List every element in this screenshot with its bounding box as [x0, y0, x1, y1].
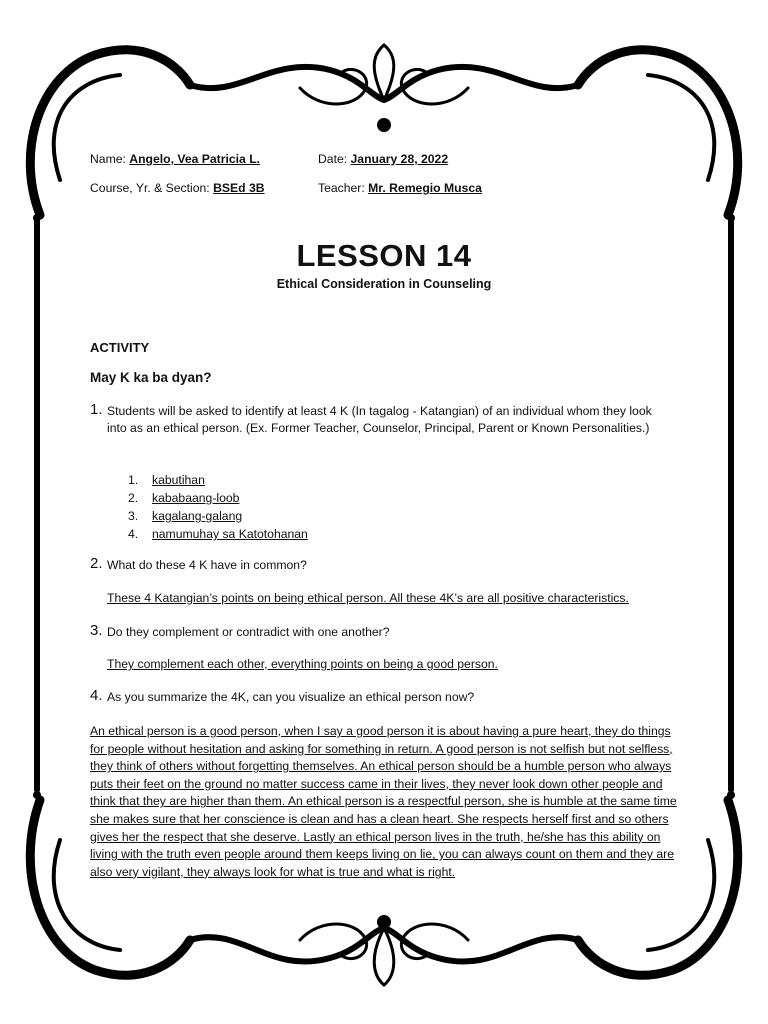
list-item: 2. kababaang-loob: [128, 491, 240, 505]
question-3-text: Do they complement or contradict with one another?: [107, 625, 390, 639]
question-4-answer: An ethical person is a good person, when I say a good person it is about having a pure heart, they do things for people without hesitation and asking for something in return. A good person is not selfish but not selfless, they think of others without forgetting themselves. An ethical person should be a humble person who always puts their feet on the ground no matter success came in their lives, they never look down other people and think that they are higher than them. An ethical person is a respectful person, she is humble at the same time she makes sure that her conscience is clean and has a clean heart. She respects herself first and so others gives her the respect that she deserve. Lastly an ethical person lives in the truth, he/she has this ability on living with the truth even people around them keeps living on lie, you can always count on them and they are also very vigilant, they always look for what is true and what is right.: [90, 724, 677, 879]
date-line: [318, 151, 448, 168]
name-label: Name:: [90, 152, 130, 166]
question-1-number: 1.: [90, 401, 103, 418]
question-4-text: As you summarize the 4K, can you visualize an ethical person now?: [107, 690, 475, 704]
activity-heading: ACTIVITY: [90, 340, 150, 355]
teacher-label: Teacher:: [318, 181, 369, 195]
course-label: Course, Yr. & Section:: [90, 181, 214, 195]
list-item: 4. namumuhay sa Katotohanan: [128, 527, 308, 541]
k-list: [128, 471, 308, 543]
question-3-number: 3.: [90, 622, 103, 639]
lesson-title: LESSON 14: [296, 238, 472, 273]
course-value: BSEd 3B: [213, 181, 265, 195]
question-2-answer: These 4 Katangian’s points on being ethical person. All these 4K’s are all positive characteristics.: [107, 591, 629, 605]
course-line: [90, 180, 265, 197]
question-2-text: What do these 4 K have in common?: [107, 558, 307, 572]
question-1-line-2: into as an ethical person. (Ex. Former Teacher, Counselor, Principal, Parent or Known Personalities.): [107, 421, 650, 435]
list-item: 1. kabutihan: [128, 473, 205, 487]
name-value: Angelo, Vea Patricia L.: [129, 152, 261, 166]
list-item: 3. kagalang-galang: [128, 509, 243, 523]
date-label: Date:: [318, 152, 351, 166]
teacher-value: Mr. Remegio Musca: [368, 181, 482, 195]
lesson-subtitle: Ethical Consideration in Counseling: [276, 277, 492, 291]
date-value: January 28, 2022: [350, 152, 449, 166]
activity-subheading: May K ka ba dyan?: [90, 370, 212, 385]
question-3-answer: They complement each other, everything points on being a good person.: [107, 657, 498, 671]
question-2-number: 2.: [90, 555, 103, 572]
question-4-number: 4.: [90, 687, 103, 704]
name-line: [90, 151, 260, 168]
question-1-line-1: Students will be asked to identify at least 4 K (In tagalog - Katangian) of an individual whom they look: [107, 404, 652, 418]
teacher-line: [318, 180, 482, 197]
